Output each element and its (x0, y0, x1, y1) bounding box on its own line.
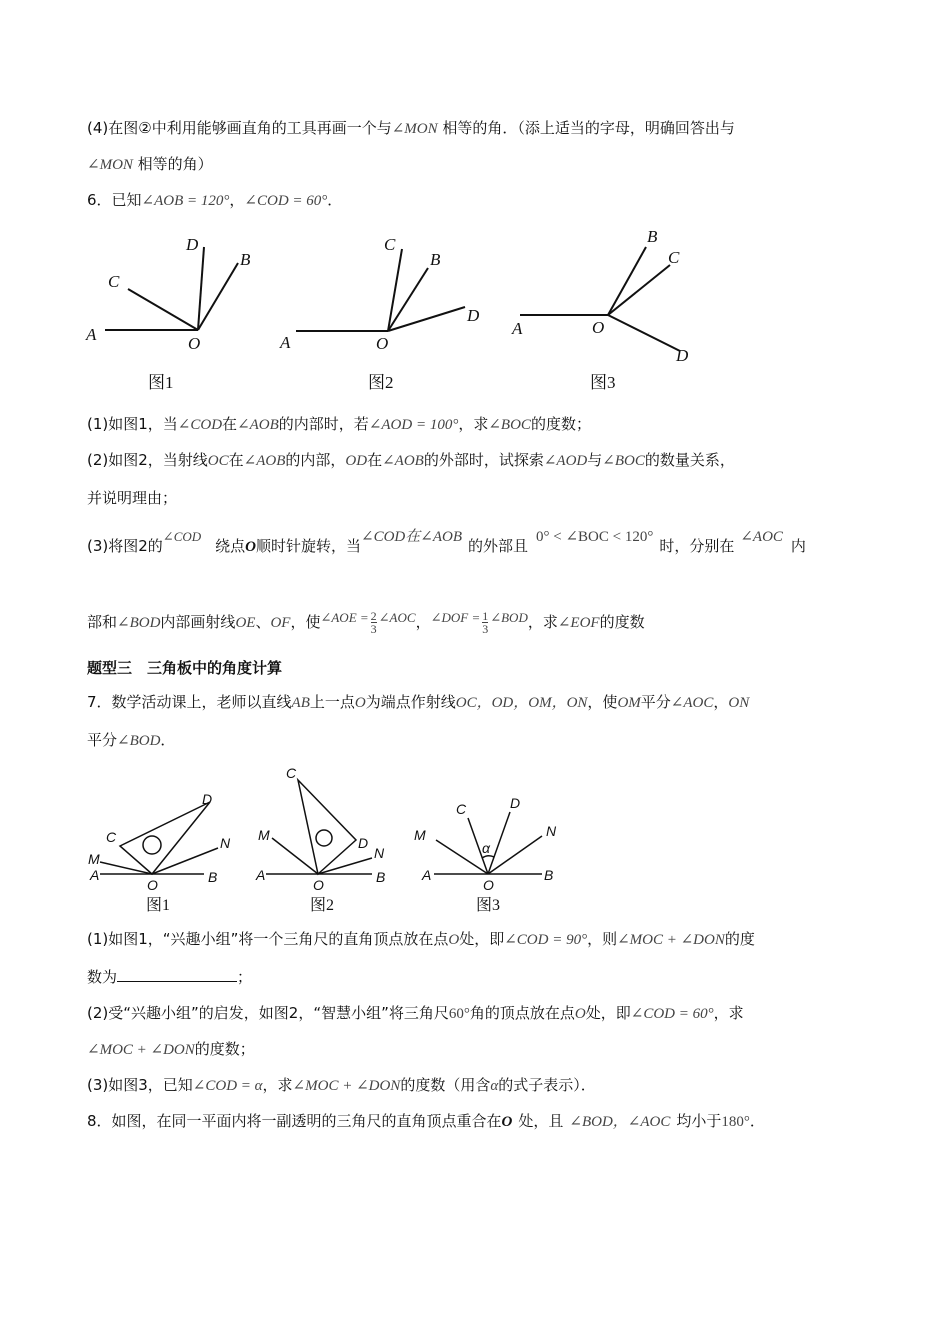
q7-fig3-label-n: N (546, 823, 557, 839)
math: O (354, 695, 366, 711)
q6-fig1-caption: 图1 (148, 373, 174, 392)
math: ∠AOC (378, 610, 416, 625)
q6-fig3-label-d: D (676, 346, 689, 365)
math: ∠COD (177, 417, 223, 433)
q7-fig3-label-d: D (510, 795, 521, 811)
math: α (490, 1078, 499, 1094)
text: 在 (222, 415, 238, 433)
math: ∠BOC (488, 417, 531, 433)
math: OC (207, 453, 229, 469)
math: ∠AOC (740, 529, 783, 545)
math: ∠BOD，∠AOC (569, 1114, 671, 1130)
text: 数为 (87, 968, 118, 986)
q6-fig2-label-b: B (430, 250, 441, 269)
denominator: 3 (370, 622, 377, 636)
q7-fig2-label-o: O (313, 877, 324, 893)
text: 平分 (640, 693, 671, 711)
text: ，求 (262, 1076, 293, 1094)
q6-fig2-label-o: O (376, 334, 389, 353)
text: (2)如图2，当射线 (87, 451, 208, 469)
text: 、 (255, 613, 271, 631)
math-cod: ∠COD = 60° (244, 193, 328, 209)
q7-fig1-label-d: D (202, 791, 213, 807)
text: 的度数（用含 (400, 1076, 491, 1094)
text: 在 (367, 451, 383, 469)
text: 相等的角） (132, 155, 213, 173)
q6-fig2-label-a: A (280, 333, 291, 352)
text: ，使 (587, 693, 618, 711)
section-title: 题型三 三角板中的角度计算 (87, 659, 283, 677)
q6-part3-line2 (87, 610, 645, 635)
text: 为端点作射线 (365, 693, 456, 711)
q6-fig3-label-b: B (647, 227, 658, 246)
q8-stem (87, 1110, 765, 1133)
text: 内部画射线 (160, 613, 236, 631)
math: O (245, 539, 256, 555)
text: 处，即 (459, 930, 505, 948)
q6-part3-line1 (87, 529, 806, 558)
q7-fig2-label-n: N (374, 845, 385, 861)
math: ∠COD = 60° (630, 1006, 714, 1022)
math: ∠COD = α (192, 1078, 263, 1094)
q7-fig1-label-c: C (106, 829, 117, 845)
text: 的度数； (194, 1040, 255, 1058)
text: 8．如图，在同一平面内将一副透明的三角尺的直角顶点重合在 (87, 1112, 502, 1130)
q6-fig1-label-a: A (86, 325, 97, 344)
text: ，求 (458, 415, 489, 433)
math: ∠BOD (117, 733, 161, 749)
text: 均小于 (676, 1112, 722, 1130)
text: (4)在图②中利用能够画直角的工具再画一个与 (87, 119, 392, 137)
q7-fig1-label-o: O (147, 877, 158, 893)
q7-fig2-caption: 图2 (310, 897, 335, 914)
q6-figures (80, 225, 720, 400)
math: OF (270, 615, 291, 631)
numerator: 2 (370, 609, 377, 623)
q7-fig2-label-m: M (258, 827, 270, 843)
math: ∠AOD = 100° (368, 417, 459, 433)
q7-fig1-caption: 图1 (146, 897, 171, 914)
text: 的数量关系， (644, 451, 735, 469)
q6-fig2-caption: 图2 (368, 373, 394, 392)
text: 6．已知 (87, 191, 142, 209)
q7-fig1-label-a: A (90, 867, 100, 883)
text: 内 (790, 537, 806, 555)
math: AB (291, 695, 310, 711)
fraction-two-thirds (371, 610, 377, 635)
text: 相等的角．（添上适当的字母，明确回答出与 (437, 119, 735, 137)
q6-part2-line1 (87, 449, 735, 472)
text: (1)如图1，“兴趣小组”将一个三角尺的直角顶点放在点 (87, 930, 449, 948)
text: 的内部， (285, 451, 346, 469)
q6-fig1-label-b: B (240, 250, 251, 269)
text: 角的顶点放在点 (469, 1004, 575, 1022)
text: 的度 (724, 930, 755, 948)
q7-fig2-label-c: C (286, 765, 297, 781)
q7-fig1-label-b: B (208, 869, 218, 885)
text: 的内部时，若 (278, 415, 369, 433)
q6-fig1-label-o: O (188, 334, 201, 353)
text: ， (415, 613, 431, 631)
q7-fig2-label-a: A (256, 867, 266, 883)
q6-fig3-label-a: A (512, 319, 523, 338)
math: ∠MOC + ∠DON (617, 932, 725, 948)
text: ，求 (527, 613, 558, 631)
math: ∠BOD (490, 610, 528, 625)
answer-blank[interactable] (117, 967, 237, 982)
math: ∠DOF = (430, 610, 481, 625)
q7-fig3-label-c: C (456, 801, 467, 817)
math: ON (728, 695, 750, 711)
q5-part4-line1 (87, 117, 735, 140)
denominator: 3 (482, 622, 489, 636)
q7-part1-line1 (87, 928, 755, 951)
text: ． (749, 1112, 765, 1130)
math-angle-mon: ∠MON (391, 121, 438, 137)
math: OC，OD，OM，ON (455, 695, 588, 711)
text: 平分 (87, 731, 118, 749)
text: (3)将图2的 (87, 537, 163, 555)
text: 处，且 (518, 1112, 564, 1130)
q7-fig3-label-alpha: α (482, 840, 490, 856)
text: 的外部时，试探索 (423, 451, 544, 469)
q7-fig3-label-a: A (422, 867, 432, 883)
fraction-one-third (482, 610, 488, 635)
text: 的度数 (599, 613, 645, 631)
q7-fig1-label-n: N (220, 835, 231, 851)
text: ； (237, 968, 253, 986)
q7-figures (82, 760, 582, 920)
q6-fig3-caption: 图3 (590, 373, 616, 392)
text: 顺时针旋转，当 (256, 537, 362, 555)
text: (1)如图1，当 (87, 415, 178, 433)
math-aob: ∠AOB = 120° (141, 193, 230, 209)
text: (3)如图3，已知 (87, 1076, 193, 1094)
math: ∠MOC + ∠DON (87, 1042, 195, 1058)
q6-fig1-label-d: D (186, 235, 199, 254)
q7-fig3-label-o: O (483, 877, 494, 893)
math: ∠AOB (243, 453, 286, 469)
q7-part2-line1 (87, 1002, 744, 1025)
q6-fig3-label-c: C (668, 248, 680, 267)
text: ，则 (587, 930, 618, 948)
q6-part1 (87, 413, 591, 436)
text: 7．数学活动课上，老师以直线 (87, 693, 292, 711)
math: OE (235, 615, 256, 631)
text: 部和 (87, 613, 118, 631)
text: (2)受“兴趣小组”的启发，如图2，“智慧小组”将三角尺 (87, 1004, 449, 1022)
math: ∠MOC + ∠DON (292, 1078, 401, 1094)
q6-stem (87, 189, 342, 212)
q6-fig2-label-c: C (384, 235, 396, 254)
text: 的外部且 (467, 537, 528, 555)
math: ∠EOF (557, 615, 600, 631)
math: ∠AOC (670, 695, 714, 711)
q7-fig3-label-b: B (544, 867, 554, 883)
math: OD (345, 453, 368, 469)
text: 处，即 (585, 1004, 631, 1022)
text: 并说明理由； (87, 489, 178, 507)
math: ∠COD在∠AOB (361, 529, 462, 545)
text: ． (160, 731, 176, 749)
q7-stem-line2 (87, 729, 175, 752)
math: O (448, 932, 460, 948)
q7-part3 (87, 1074, 596, 1097)
math: ∠BOD (117, 615, 161, 631)
text: 的式子表示）． (498, 1076, 596, 1094)
text: ， (713, 693, 729, 711)
q6-part2-line2 (87, 487, 177, 509)
math: ∠COD (162, 529, 202, 544)
math: OM (617, 695, 641, 711)
q7-fig1-label-m: M (88, 851, 100, 867)
text: ，求 (713, 1004, 744, 1022)
q6-fig3-label-o: O (592, 318, 605, 337)
math: ∠AOE = (320, 610, 369, 625)
text: ． (327, 191, 343, 209)
math: 180° (721, 1114, 750, 1130)
text: ， (229, 191, 245, 209)
q6-fig1-label-c: C (108, 272, 120, 291)
math: ∠AOB (382, 453, 424, 469)
math: ∠BOC (602, 453, 645, 469)
q7-stem-line1 (87, 691, 749, 714)
math-angle-mon: ∠MON (87, 157, 133, 173)
q7-fig3-label-m: M (414, 827, 426, 843)
math: O (501, 1114, 513, 1130)
math: 60° (448, 1006, 470, 1022)
text: 的度数； (530, 415, 591, 433)
math: ∠COD = 90° (504, 932, 588, 948)
q5-part4-line2 (87, 153, 213, 176)
text: 绕点 (215, 537, 246, 555)
text: 时，分别在 (659, 537, 735, 555)
q7-fig2-label-b: B (376, 869, 386, 885)
text: 与 (587, 451, 603, 469)
q7-fig3-caption: 图3 (476, 897, 501, 914)
q6-fig2-label-d: D (467, 306, 480, 325)
math: ∠AOD (543, 453, 588, 469)
q7-fig2-label-d: D (358, 835, 369, 851)
text: 上一点 (309, 693, 355, 711)
math: ∠AOB (237, 417, 279, 433)
text: ，使 (290, 613, 321, 631)
math: O (574, 1006, 586, 1022)
q7-part2-line2 (87, 1038, 255, 1061)
q7-part1-line2 (87, 966, 252, 988)
numerator: 1 (482, 609, 489, 623)
math: 0° < ∠BOC < 120° (536, 529, 654, 545)
text: 在 (228, 451, 244, 469)
